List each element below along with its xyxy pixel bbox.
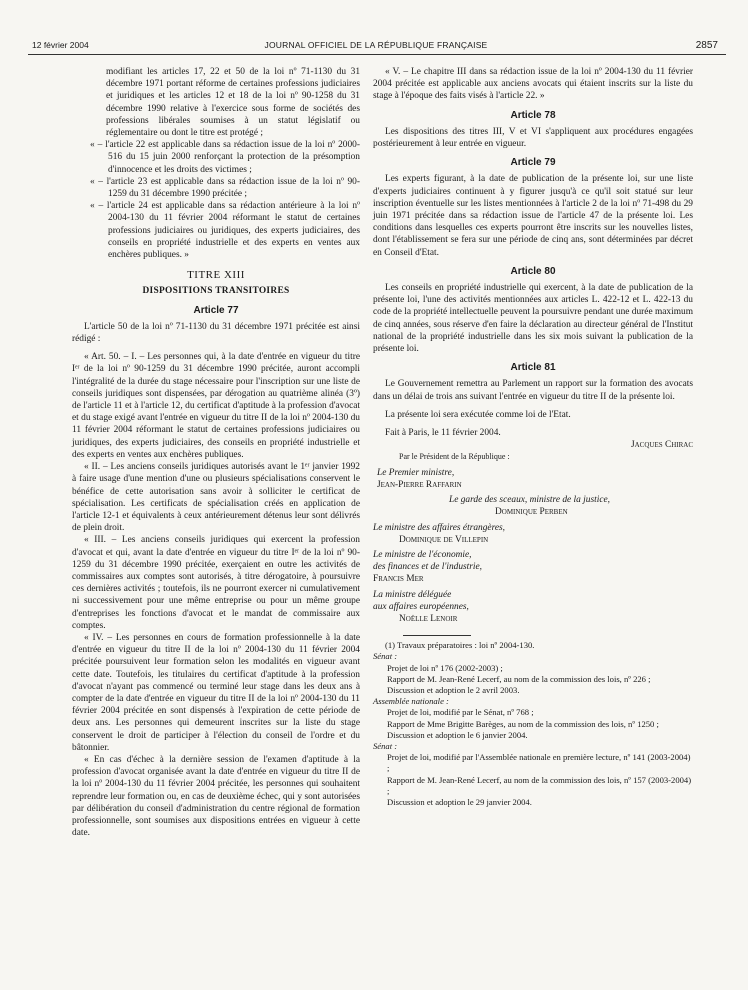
- footnote-line: Discussion et adoption le 29 janvier 2004.: [387, 796, 532, 807]
- economy-signature: [373, 549, 693, 586]
- footnote-line: Discussion et adoption le 2 avril 2003.: [387, 684, 520, 695]
- bullet-item: « – l'article 24 est applicable dans sa rédaction antérieure à la loi nº 2004-130 du 11 février 2004 réformant le statut de certaines professions judiciaires ou juridiques, des experts judiciaires, des conseils en propriété industrielle et des experts en ventes aux enchères publiques. »: [90, 201, 360, 261]
- bullet-item: « – l'article 23 est applicable dans sa rédaction issue de la loi nº 90-1259 du 31 décembre 1990 précitée ;: [90, 176, 360, 200]
- article-77-paragraph-6: « V. – Le chapitre III dans sa rédaction issue de la loi nº 2004-130 du 11 février 2004 précitée est applicable aux anciens avocats qui étaient inscrits sur la liste du stage à l'époque des faits visés à l'article 22. »: [373, 67, 693, 102]
- footnote-travaux: (1) Travaux préparatoires : loi nº 2004-130.: [385, 640, 535, 651]
- article-78-text: Les dispositions des titres III, V et VI s'appliquent aux procédures engagées postérieurement à leur entrée en vigueur.: [373, 126, 693, 150]
- footnote-senat-heading: Sénat :: [373, 651, 398, 662]
- economy-role-1: Le ministre de l'économie,: [373, 549, 472, 560]
- article-77-intro: L'article 50 de la loi nº 71-1130 du 31 décembre 1971 précitée est ainsi rédigé :: [72, 321, 360, 345]
- economy-name: Francis Mer: [373, 574, 424, 585]
- ae-name: Dominique de Villepin: [399, 534, 489, 545]
- page-number: 2857: [695, 40, 718, 51]
- ae-signature: [373, 522, 693, 546]
- footnote-an-heading: Assemblée nationale :: [373, 696, 449, 707]
- section-heading: DISPOSITIONS TRANSITOIRES: [142, 286, 290, 297]
- page-header: [28, 40, 724, 54]
- pm-signature: [373, 467, 693, 491]
- article-81-text: Le Gouvernement remettra au Parlement un rapport sur la formation des avocats dans un délai de trois ans suivant l'entrée en vigueur du titre II de la présente loi.: [373, 379, 693, 402]
- right-column: [373, 66, 693, 808]
- article-77-paragraph-2: « II. – Les anciens conseils juridiques autorisés avant le 1ᵉʳ janvier 1992 à faire usage d'une mention d'une ou plusieurs spécialisations conservent le bénéfice de cette autorisation sans avoir à solliciter le certificat de spécialisation. Les certificats de spécialisation créés en application de l'article 12-1 et équivalents à ceux antérieurement détenus leur sont délivrés de plein droit.: [72, 462, 360, 534]
- justice-role: Le garde des sceaux, ministre de la justice,: [449, 495, 610, 506]
- article-79-heading: Article 79: [510, 157, 556, 169]
- footnote-line: Projet de loi nº 176 (2002-2003) ;: [387, 662, 503, 673]
- footnotes: [373, 640, 693, 808]
- eu-role-1: La ministre déléguée: [373, 589, 452, 600]
- footnote-line: Projet de loi, modifié par le Sénat, nº 768 ;: [387, 707, 534, 718]
- par-le-president: Par le Président de la République :: [399, 452, 510, 462]
- title-heading: TITRE XIII: [187, 269, 245, 282]
- article-77-paragraph-1: « Art. 50. – I. – Les personnes qui, à la date d'entrée en vigueur du titre Iᵉʳ de la loi nº 90-1259 du 31 décembre 1990 précitée, auront accompli l'intégralité de la durée du stage nécessaire pour l'inscription sur une liste de conseils juridiques sont dispensées, par dérogation au quatrième alinéa (3º) de l'article 11 et à l'article 12, du certificat d'aptitude à la profession d'avocat et du stage exigé avant l'entrée en vigueur du titre II de la loi nº 2004-130 du 11 février 2004 réformant le statut de certaines professions judiciaires ou juridiques, des experts judiciaires, des conseils en propriété industrielle et des experts en ventes aux enchères publiques.: [72, 352, 360, 460]
- eu-role-2: aux affaires européennes,: [373, 601, 469, 612]
- footnote-rule: [403, 635, 471, 636]
- justice-name: Dominique Perben: [495, 507, 568, 518]
- pm-role: Le Premier ministre,: [377, 467, 455, 478]
- header-title: JOURNAL OFFICIEL DE LA RÉPUBLIQUE FRANÇAISE: [264, 40, 488, 50]
- article-81-heading: Article 81: [510, 362, 556, 374]
- article-77-heading: Article 77: [193, 304, 239, 316]
- footnote-line: Projet de loi, modifié par l'Assemblée nationale en première lecture, nº 141 (2003-2004) ;: [387, 752, 691, 774]
- article-77-paragraph-4: « IV. – Les personnes en cours de formation professionnelle à la date d'entrée en vigueur du titre II de la loi nº 2004-130 du 11 février 2004 précitée poursuivent leur formation selon les modalités en vigueur avant cette date. Toutefois, les titulaires du certificat d'aptitude à la profession d'avocat n'ayant pas commencé ou terminé leur stage dans les deux ans à compter de la date d'entrée en vigueur du titre II de la loi nº 2004-130 du 11 février 2004 précitée en sont dispensés à l'expiration de cette période de deux ans. Les personnes qui demeurent inscrites sur la liste du stage conservent le droit de participer à l'élection du conseil de l'ordre et du bâtonnier.: [72, 632, 360, 753]
- ae-role: Le ministre des affaires étrangères,: [373, 522, 506, 533]
- footnote-senat-heading-2: Sénat :: [373, 740, 398, 751]
- article-79-text: Les experts figurant, à la date de publication de la présente loi, sur une liste d'experts judiciaires continuent à y figurer jusqu'à ce qu'il soit statué sur leur inscription éventuelle sur les listes mentionnées à l'article 2 de la loi nº 71-498 du 29 juin 1971 précitée dans sa rédaction issue de l'article 47 de la présente loi. Les conditions dans lesquelles ces experts pourront être inscrits sur les nouvelles listes, dont l'établissement se fera sur une période de cinq ans, sont déterminées par décret en Conseil d'Etat.: [373, 174, 693, 258]
- header-date: 12 février 2004: [32, 40, 89, 50]
- signature-date: Fait à Paris, le 11 février 2004.: [385, 428, 501, 439]
- article-80-text: Les conseils en propriété industrielle qui exercent, à la date de publication de la présente loi, l'une des activités mentionnées aux articles L. 422-12 et L. 422-13 du code de la propriété intellectuelle peuvent la poursuivre pendant une durée maximum de cinq années, sous réserve d'en faire la déclaration au directeur général de l'Institut national de la propriété industrielle dans les six mois suivant la publication de la présente loi.: [373, 283, 693, 355]
- article-78-heading: Article 78: [510, 109, 556, 121]
- article-80-heading: Article 80: [510, 265, 556, 277]
- footnote-line: Rapport de M. Jean-René Lecerf, au nom de la commission des lois, nº 226 ;: [387, 673, 651, 684]
- president-signature: Jacques Chirac: [630, 440, 693, 451]
- article-77-paragraph-5: « En cas d'échec à la dernière session de l'examen d'aptitude à la profession d'avocat organisée avant la date d'entrée en vigueur du titre II de la loi nº 2004-130 du 11 février 2004 précitée, les personnes qui souhaitent reprendre leur formation ou, en cas de deuxième échec, qui y sont autorisées par délibération du conseil d'administration du centre régional de formation professionnelle, sont soumises aux dispositions entrées en vigueur à cette date.: [72, 754, 360, 839]
- eu-signature: [373, 589, 693, 626]
- economy-role-2: des finances et de l'industrie,: [373, 562, 483, 573]
- footnote-line: Rapport de M. Jean-René Lecerf, au nom de la commission des lois, nº 157 (2003-2004) ;: [387, 774, 692, 796]
- bullet-item: « – l'article 22 est applicable dans sa rédaction issue de la loi nº 2000-516 du 15 juin 2000 renforçant la protection de la présomption d'innocence et les droits des victimes ;: [90, 140, 360, 175]
- justice-signature: [373, 494, 693, 518]
- article-77-paragraph-3: « III. – Les anciens conseils juridiques qui exercent la profession d'avocat et qui, avant la date d'entrée en vigueur du titre Iᵉʳ de la loi nº 90-1259 du 31 décembre 1990 précitée, exerçaient en outre les activités de commissaires aux comptes sont autorisés, à titre dérogatoire, à poursuivre ces dernières activités ; toutefois, ils ne pourront exercer ni cumulativement ni successivement pour une même entreprise ou pour un même groupe d'entreprises les fonctions d'avocat et le mandat de commissaire aux comptes.: [72, 535, 360, 631]
- footnote-line: Discussion et adoption le 6 janvier 2004.: [387, 729, 528, 740]
- footnote-line: Rapport de Mme Brigitte Barèges, au nom de la commission des lois, nº 1250 ;: [387, 718, 659, 729]
- pm-name: Jean-Pierre Raffarin: [377, 479, 462, 490]
- intro-paragraph: modifiant les articles 17, 22 et 50 de la loi nº 71-1130 du 31 décembre 1971 portant réforme de certaines professions judiciaires et juridiques et les articles 12 et 18 de la loi nº 90-1258 du 31 décembre 1990 relative à l'exercice sous forme de sociétés des professions libérales soumises à un statut législatif ou réglementaire ou dont le titre est protégé ;: [106, 67, 360, 139]
- execution-clause: La présente loi sera exécutée comme loi de l'Etat.: [385, 409, 571, 420]
- eu-name: Noëlle Lenoir: [399, 613, 458, 624]
- header-rule: [28, 54, 726, 55]
- left-column: [72, 66, 360, 839]
